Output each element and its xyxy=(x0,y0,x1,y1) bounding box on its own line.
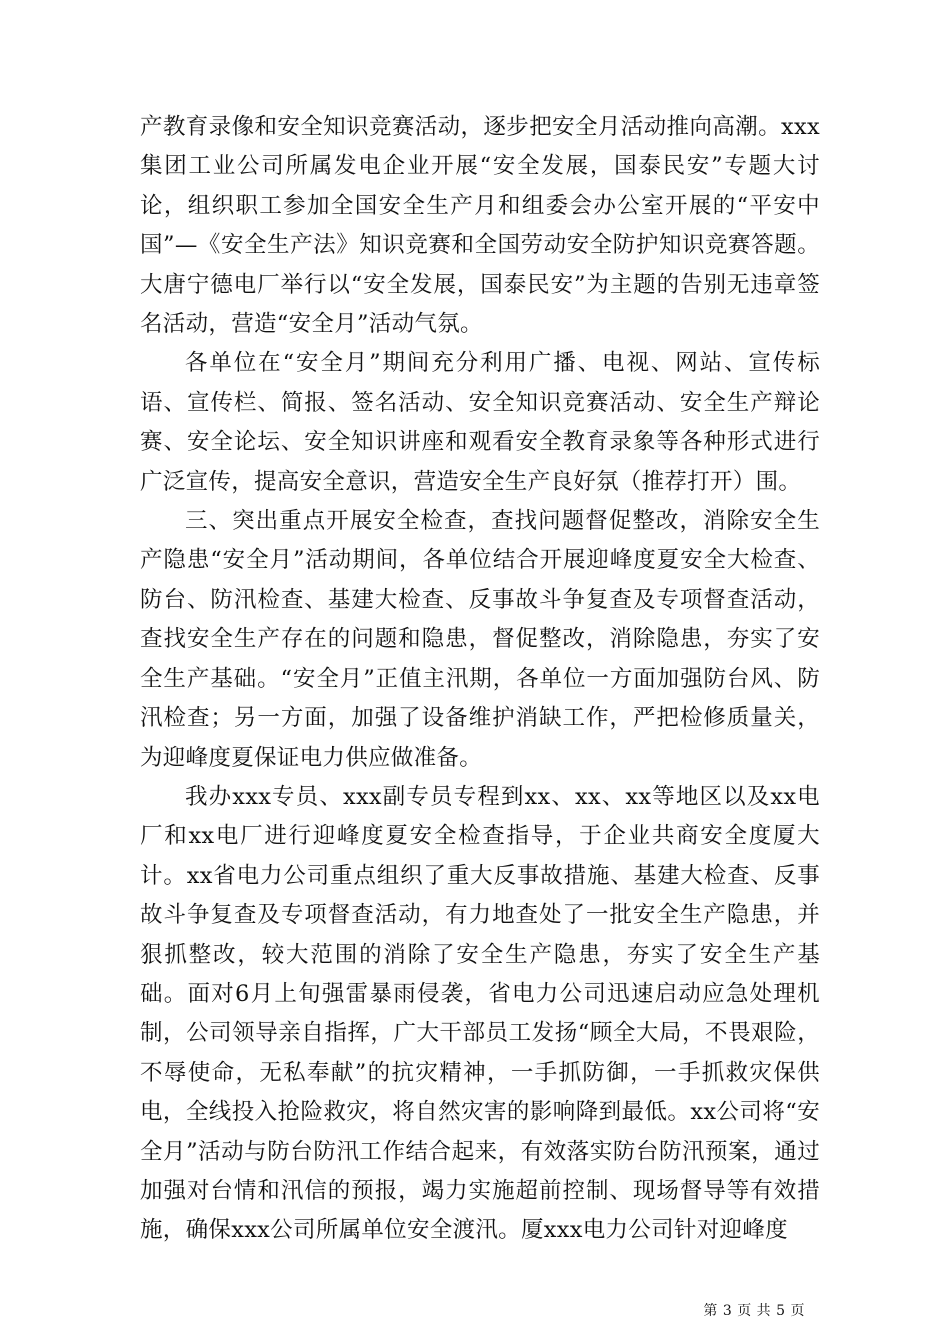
paragraph-3: 三、突出重点开展安全检查，查找问题督促整改，消除安全生产隐患“安全月”活动期间，各单位结合开展迎峰度夏安全大检查、防台、防汛检查、基建大检查、反事故斗争复查及专项督查活动，查找安全生产存在的问题和隐患，督促整改，消除隐患，夯实了安全生产基础。“安全月”正值主汛期，各单位一方面加强防台风、防汛检查；另一方面，加强了设备维护消缺工作，严把检修质量关，为迎峰度夏保证电力供应做准备。 xyxy=(140,508,820,771)
page-number: 第 3 页 共 5 页 xyxy=(703,1303,805,1319)
paragraph-1: 产教育录像和安全知识竞赛活动，逐步把安全月活动推向高潮。xxx集团工业公司所属发电企业开展“安全发展，国泰民安”专题大讨论，组织职工参加全国安全生产月和组委会办公室开展的“平安中国”—《安全生产法》知识竞赛和全国劳动安全防护知识竞赛答题。大唐宁德电厂举行以“安全发展，国泰民安”为主题的告别无违章签名活动，营造“安全月”活动气氛。 xyxy=(140,114,820,338)
paragraph-4: 我办xxx专员、xxx副专员专程到xx、xx、xx等地区以及xx电厂和xx电厂进行迎峰度夏安全检查指导，于企业共商安全度厦大计。xx省电力公司重点组织了重大反事故措施、基建大检查、反事故斗争复查及专项督查活动，有力地查处了一批安全生产隐患，并狠抓整改，较大范围的消除了安全生产隐患，夯实了安全生产基础。面对6月上旬强雷暴雨侵袭，省电力公司迅速启动应急处理机制，公司领导亲自指挥，广大干部员工发扬“顾全大局，不畏艰险，不辱使命，无私奉献”的抗灾精神，一手抓防御，一手抓救灾保供电，全线投入抢险救灾，将自然灾害的影响降到最低。xx公司将“安全月”活动与防台防汛工作结合起来，有效落实防台防汛预案，通过加强对台情和汛信的预报，竭力实施超前控制、现场督导等有效措施，确保xxx公司所属单位安全渡汛。厦xxx电力公司针对迎峰度 xyxy=(140,783,820,1244)
paragraph-2: 各单位在“安全月”期间充分利用广播、电视、网站、宣传标语、宣传栏、简报、签名活动、安全知识竞赛活动、安全生产辩论赛、安全论坛、安全知识讲座和观看安全教育录象等各种形式进行广泛宣传，提高安全意识，营造安全生产良好氛（推荐打开）围。 xyxy=(140,350,820,495)
document-body xyxy=(140,108,820,1251)
